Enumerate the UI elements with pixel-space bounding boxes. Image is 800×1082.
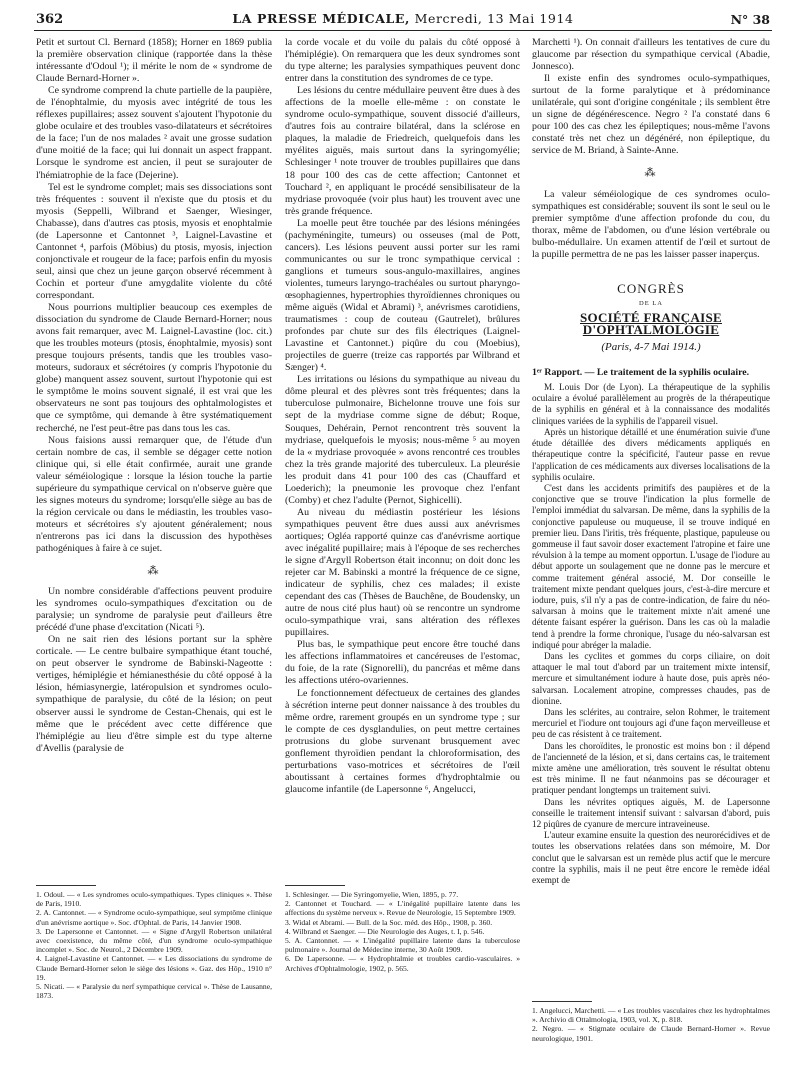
paragraph: Les lésions du centre médullaire peuvent être dues à des affections de la moelle elle-même : on constate le syndrome oculo-sympathique, souvent dissocié d'ailleurs, d'autres fois au contraire bilatéral, dans la sclérose en plaques, la maladie de Friedreich, quelquefois dans les myélites aiguës, mais surtout dans la syringomyélie; Schlesinger ¹ note trouver de troubles pupillaires que dans 18 pour 100 des cas de cette affection; Cantonnet et Touchard ², en appliquant le procédé sensibilisateur de la mydriase provoquée (voir plus haut) les trouvent avec une très grande fréquence.: [285, 85, 520, 217]
congress-subheading: DE LA: [639, 299, 663, 307]
page-header: [34, 4, 772, 31]
paragraph: Marchetti ¹). On connait d'ailleurs les tentatives de cure du glaucome par résection du sympathique cervical (Abadie, Jonnesco).: [532, 37, 770, 73]
issue-date: Mercredi, 13 Mai 1914: [414, 11, 574, 26]
congress-heading: CONGRÈS: [617, 280, 685, 296]
paragraph: Au niveau du médiastin postérieur les lésions sympathiques peuvent être dues aussi aux anévrismes aortiques; Ogléa rapporté quinze cas d'anévrisme aortique avec inégalité pupillaire; mais à l'époque de ses recherches le signe d'Argyll Robertson était inconnu; on doit donc les rejeter car M. Babinski a montré la fréquence de ce signe, indicateur de syphilis, chez ces malades; il existe cependant des cas (Thèses de Bauchêne, de Boudensky, un autre de nous cité plus haut) où se rencontre un syndrome oculo-sympathique vrai, sans altération des réflexes pupillaires.: [285, 506, 520, 639]
paragraph: La moelle peut être touchée par des lésions méningées (pachyméningite, tumeurs) ou osseuses (mal de Pott, cancers). Les lésions peuvent aussi porter sur les rami communicantes ou sur le tronc sympathique cervical : ganglions et tumeurs sous-angulo-maxillaires, angines violentes, tumeurs laryngo-trachéales ou surtout pharyngo-œsophagiennes, hypertrophies thyroïdiennes chroniques ou même aiguës (Widal et Abrami) ³, anévrismes carotidiens, traumatismes : coup de couteau (Gautrelet), brûlures profondes par chute sur des fils électriques (Laignel-Lavastine et Cantonnet.) piqûre du cou (Moebius), projectiles de guerre (treize cas rapportés par Wilbrand et Sænger) ⁴.: [285, 217, 520, 374]
column-1: [36, 37, 272, 1077]
column-1-body: [36, 37, 272, 867]
column-3-footnotes: [532, 995, 770, 1043]
paragraph: La valeur séméiologique de ces syndromes oculo-sympathiques est considérable; souvent ils sont le seul ou le premier symptôme d'une affection profonde du cou, du thorax, même de l'abdomen, ou d'une lésion vertébrale ou bulbo-médullaire. Un examen attentif de l'œil et surtout de la pupille permettra de ne pas les laisser passer inaperçus.: [532, 188, 770, 260]
footnote: 4. Laignel-Lavastine et Cantonnet. — « Les dissociations du syndrome de Claude Bernard-Horner selon le siège des lésions ». Gaz. des Hôp., 1910 n° 19.: [36, 954, 272, 982]
footnote: 1. Angelucci, Marchetti. — « Les troubles vasculaires chez les hydrophtalmes ». Archivio di Ottalmologia, 1903, vol. X, p. 818.: [532, 1006, 770, 1025]
paragraph: Dans les sclérites, au contraire, selon Rohmer, le traitement mercuriel et l'iodure ont toujours agi d'une façon merveilleuse et peu de cas résistent à ce traitement.: [532, 706, 770, 740]
paragraph: Ce syndrome comprend la chute partielle de la paupière, de l'énophtalmie, du myosis avec intégrité de tous les réflexes pupillaires; assez souvent s'ajoutent l'hypotonie du globe oculaire et des troubles vaso-dilatateurs et sécrétoires de la face; l'un de nos malades ² avait une grosse sudation d'une moitié de la face; qui lui donnait un aspect frappant. Lorsque le syndrome est ancien, il peut se surajouter de l'hémiatrophie de la face (Dejerine).: [36, 85, 272, 181]
section-separator-stars: ⁂: [644, 167, 658, 180]
footnote: 3. Widal et Abrami. — Bull. de la Soc. méd. des Hôp., 1908, p. 360.: [285, 917, 493, 927]
footnote: 5. A. Cantonnet. — « L'inégalité pupillaire latente dans la tuberculose pulmonaire ». Journal de Médecine interne, 30 Août 1909.: [285, 936, 520, 955]
column-2-body: [285, 37, 520, 867]
paragraph: Le fonctionnement défectueux de certaines des glandes à sécrétion interne peut donner naissance à des troubles du même ordre, rarement groupés en un syndrome type ; sur le compte de ces dysglandulies, on peut mettre certaines protrusions du globe survenant brusquement avec gonflement thyroïdien pendant la chloroformisation, des perturbations vaso-motrices et sécrétoires de l'œil aboutissant à certaines formes d'hydrophtalmie ou glaucome infantile (de Lapersonne ⁶, Angelucci,: [285, 687, 520, 795]
footnote: 2. Negro. — « Stigmate oculaire de Claude Bernard-Horner ». Revue neurologique, 1901.: [532, 1024, 770, 1043]
paragraph: Dans les cyclites et gommes du corps ciliaire, on doit attaquer le mal tout d'abord par un traitement mixte intensif, mercure et simultanément iodure à haute dose, puis après néo-salvarsan. Localement atropine, compresses chaudes, pas de dionine.: [532, 650, 770, 706]
footnote: 6. De Lapersonne. — « Hydrophtalmie et troubles cardio-vasculaires. » Archives d'Ophtalmologie, 1902, p. 565.: [285, 954, 520, 973]
section-separator-stars: ⁂: [147, 565, 161, 578]
report-body: [532, 382, 770, 886]
paragraph: Nous faisions aussi remarquer que, de l'étude d'un certain nombre de cas, il semble se dégager cette notion clinique qui, si elle était confirmée, aurait une grande valeur séméiologique : lorsque la lésion touche la partie supérieure du sympathique cervical on n'observe guère que les signes moteurs du syndrome; lorsqu'elle siège au bas de la région cervicale ou dans le médiastin, les troubles vaso-moteurs et sécrétoires s'y ajoutent généralement; nous n'entrerons pas ici dans la discussion des hypothèses pathogéniques à faire à ce sujet.: [36, 434, 272, 554]
column-3: [532, 37, 770, 1077]
paragraph: Un nombre considérable d'affections peuvent produire les syndromes oculo-sympathiques d'excitation ou de paralysie; un syndrome de paralysie peut d'ailleurs être précédé d'une phase d'excitation (Nicati ⁵).: [36, 586, 272, 634]
footnote: 1. Odoul. — « Les syndromes oculo-sympathiques. Types cliniques ». Thèse de Paris, 1910.: [36, 890, 272, 909]
footnote: 2. Cantonnet et Touchard. — « L'inégalité pupillaire latente dans les affections du système nerveux ». Revue de Neurologie, 15 Septembre 1909.: [285, 899, 520, 918]
footnote: 1. Schlesinger. — Die Syringomyelie, Wien, 1895, p. 77.: [285, 890, 459, 899]
column-2: [285, 37, 520, 1077]
society-title: SOCIÉTÉ FRANÇAISE D'OPHTALMOLOGIE: [580, 309, 722, 337]
report-title: 1ᵉʳ Rapport. — Le traitement de la syphilis oculaire.: [532, 367, 750, 379]
paragraph: Tel est le syndrome complet; mais ses dissociations sont très fréquentes : souvent il n'existe que du ptosis et du myosis (Seppelli, Wilbrand et Saenger, Wiesinger, Chabasse), dans d'autres cas ptosis, myosis et enophtalmie (de Lapersonne et Cantonnet ³, Laignel-Lavastine et Cantonnet ⁴, parfois (Möbius) du ptosis, myosis, injection conjonctivale et rougeur de la face; parfois enfin du myosis seul, ainsi que chez un jeune garçon observé récemment à Cochin et porteur d'une amygdalite violente du côté correspondant.: [36, 181, 272, 301]
footnote-divider: [36, 885, 96, 886]
footnote: 4. Wilbrand et Saenger. — Die Neurologie des Auges, t. I, p. 546.: [285, 926, 485, 936]
page-number: 362: [36, 12, 64, 27]
paragraph: On ne sait rien des lésions portant sur la sphère corticale. — Le centre bulbaire sympathique étant touché, on peut observer le syndrome de Babinski-Nageotte : vertiges, hémiplégie et hémianesthésie du côté opposé à la lésion, hémiasynergie, latéropulsion et syndromes oculo-sympathique de paralysie, du côté de la lésion; on peut observer aussi le syndrome de Cestan-Chenais, qui est le même que le précédent avec cette différence que l'hémiplégie au lieu d'être simple est du type alterne d'Avellis (paralysie de: [36, 634, 272, 754]
column-2-footnotes: [285, 879, 520, 973]
paragraph: C'est dans les accidents primitifs des paupières et de la conjonctive que se trouve l'indication la plus formelle de l'emploi immédiat du salvarsan. De même, dans la syphilis de la conjonctive papuleuse ou muqueuse, il se trouve indiqué en premier lieu. Dans l'iritis, très fréquente, plastique, papuleuse ou gommeuse il faut savoir doser exactement l'atropine et faire une révulsion à la tempe au moment opportun. L'usage de l'iodure au début apporte un soulagement que ne donne pas le mercure et comme traitement général associé, M. Dor conseille le traitement mixte pendant quelques jours, c'est-à-dire mercure et iodure, puis, s'il n'y a pas de contre-indication, de faire du néo-salvarsan à moins que le traitement mixte n'ait amené une détente faisant espérer la guérison. Dans les cas où la maladie tend à prendre la forme chronique, l'usage du néo-salvarsan est indiqué pour abréger la maladie.: [532, 482, 770, 650]
paragraph: Il existe enfin des syndromes oculo-sympathiques, surtout de la forme paralytique et à prédominance unilatérale, qui sont d'origine congénitale ; ils semblent être un signe de dégénérescence. Negro ² l'a constaté dans 6 pour 100 des cas chez les épileptiques; nous-même l'avons constaté très net chez un dégénéré, non épileptique, du service de M. Briand, à Sainte-Anne.: [532, 73, 770, 157]
footnote: 5. Nicati. — « Paralysie du nerf sympathique cervical ». Thèse de Lausanne, 1873.: [36, 982, 272, 1001]
journal-name: LA PRESSE MÉDICALE,: [232, 11, 410, 26]
paragraph: Petit et surtout Cl. Bernard (1858); Horner en 1869 publia la première observation clinique (rapportée dans la thèse intéressante d'Odoul ¹); il mérite le nom de « syndrome de Claude Bernard-Horner ».: [36, 37, 272, 85]
paragraph: Plus bas, le sympathique peut encore être touché dans les affections inflammatoires et cancéreuses de l'estomac, du foie, de la rate (Signorelli), du pancréas et même dans les affections utéro-ovariennes.: [285, 639, 520, 687]
paragraph: Dans les choroïdites, le pronostic est moins bon : il dépend de l'ancienneté de la lésion, et si, dans certains cas, le traitement mixte amène une amélioration, très souvent le résultat obtenu est très minime. Il ne faut néanmoins pas se décourager et pratiquer pendant longtemps un traitement suivi.: [532, 740, 770, 796]
column-1-footnotes: [36, 879, 272, 1000]
footnote: 2. A. Cantonnet. — « Syndrome oculo-sympathique, seul symptôme clinique d'un anévrisme aortique ». Soc. d'Ophtal. de Paris, 14 Janvier 1908.: [36, 908, 272, 927]
paragraph: Dans les névrites optiques aiguës, M. de Lapersonne conseille le traitement intensif suivant : salvarsan d'abord, puis 12 piqûres de cyanure de mercure intraveineuse.: [532, 796, 770, 829]
journal-title-line: [34, 11, 772, 26]
issue-number: N° 38: [730, 12, 770, 27]
paragraph: Après un historique détaillé et une énumération suivie d'une étude détaillée des divers médicaments appliqués en thérapeutique contre la spécificité, l'auteur passe en revue l'application de ces médicaments aux diverses localisations de la syphilis oculaire.: [532, 426, 770, 482]
footnote-divider: [532, 1001, 592, 1002]
footnote-divider: [285, 885, 345, 886]
paragraph: la corde vocale et du voile du palais du côté opposé à l'hémiplégie). On remarquera que les deux syndromes sont du type alterne; les paralysies sympathiques peuvent donc entrer dans la constitution des syndromes de ce type.: [285, 37, 520, 85]
paragraph: Nous pourrions multiplier beaucoup ces exemples de dissociation du syndrome de Claude Bernard-Horner; nous avons fait remarquer, avec M. Laignel-Lavastine (loc. cit.) que les troubles moteurs (ptosis, énophtalmie, myosis) sont presque toujours présents, tandis que les troubles vaso-moteurs, sudoraux et sécrétoires (y compris l'hypotonie du globe) manquent assez souvent, surtout l'hypotonie qui est le symptôme le moins souvent signalé, il est vrai que les observateurs ne sont pas toujours des ophtalmologistes et que ce symptôme, qui demande à être systématiquement recherché, ne l'est peut-être pas dans tous les cas.: [36, 302, 272, 434]
column-3-body: [532, 37, 770, 987]
paragraph: L'auteur examine ensuite la question des neurorécidives et de toutes les observations relatées dans son mémoire, M. Dor conclut que le salvarsan est un remède plus actif que le mercure contre la syphilis, mais il ne peut être encore le remède idéal exempt de: [532, 830, 770, 886]
footnote: 3. De Lapersonne et Cantonnet. — « Signe d'Argyll Robertson unilatéral avec coexistence, du même côté, d'un syndrome oculo-sympathique incomplet ». Soc. de Neurol., 2 Décembre 1909.: [36, 926, 272, 955]
paragraph: Les irritations ou lésions du sympathique au niveau du dôme pleural et des plèvres sont très fréquentes; dans la tuberculose pulmonaire, Bichelonne trouve une fois sur sept de la mydriase comme signe de début; Roque, Souques, Dehérain, Pernot rencontrent très souvent la mydriase, quelquefois le myosis; nous-même ⁵ au moyen de la « mydriase provoquée » avons rencontré ces troubles chez la très grande majorité des tuberculeux. La pleurésie les produit dans 41 pour 100 des cas (Chauffard et Loederich); la pneumonie les provoque chez l'enfant (Comby) et chez l'adulte (Pernot, Sighicelli).: [285, 374, 520, 506]
paragraph: M. Louis Dor (de Lyon). La thérapeutique de la syphilis oculaire a évolué parallèlement au progrès de la thérapeutique de la syphilis en général et à la connaissance des modalités cliniques variées de la syphilis de l'appareil visuel.: [532, 382, 770, 426]
congress-dates: (Paris, 4-7 Mai 1914.): [601, 340, 701, 353]
